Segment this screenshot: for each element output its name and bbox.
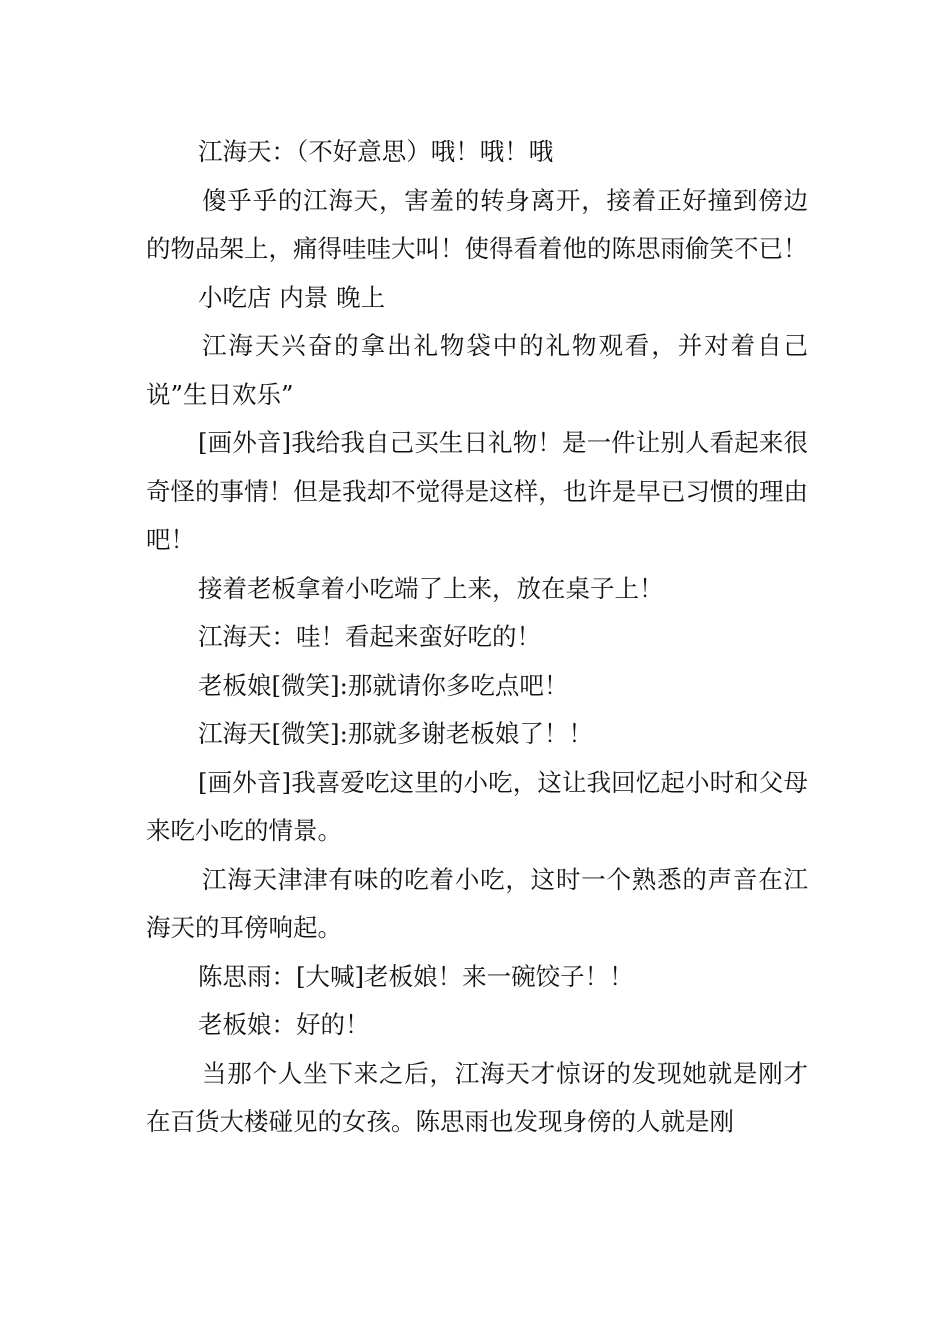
dialogue-line: 老板娘[微笑]:那就请你多吃点吧！ [198, 670, 569, 700]
dialogue-line: 老板娘：好的！ [198, 1010, 370, 1039]
dialogue-line: 江海天[微笑]:那就多谢老板娘了！！ [198, 719, 593, 748]
script-body [146, 128, 808, 1147]
dialogue-line: 江海天：哇！看起来蛮好吃的！ [198, 622, 541, 651]
narration-paragraph: 傻乎乎的江海天，害羞的转身离开，接着正好撞到傍边的物品架上，痛得哇哇大叫！使得看着他的陈思雨偷笑不已！ [146, 185, 808, 263]
voiceover-paragraph: [画外音]我喜爱吃这里的小吃，这让我回忆起小时和父母来吃小吃的情景。 [146, 767, 808, 845]
scene-heading: 小吃店 内景 晚上 [198, 282, 386, 312]
narration-paragraph: 当那个人坐下来之后，江海天才惊讶的发现她就是刚才在百货大楼碰见的女孩。陈思雨也发现身傍的人就是刚 [146, 1058, 808, 1136]
narration-paragraph: 江海天津津有味的吃着小吃，这时一个熟悉的声音在江海天的耳傍响起。 [146, 864, 808, 942]
voiceover-paragraph: [画外音]我给我自己买生日礼物！是一件让别人看起来很奇怪的事情！但是我却不觉得是这样，也许是早已习惯的理由吧！ [146, 428, 808, 554]
narration-line: 接着老板拿着小吃端了上来，放在桌子上！ [198, 573, 664, 603]
dialogue-line: 江海天：（不好意思）哦！哦！哦 [198, 137, 554, 166]
dialogue-line: 陈思雨：[大喊]老板娘！来一碗饺子！！ [198, 961, 634, 991]
narration-paragraph: 江海天兴奋的拿出礼物袋中的礼物观看，并对着自己说”生日欢乐” [146, 331, 808, 409]
